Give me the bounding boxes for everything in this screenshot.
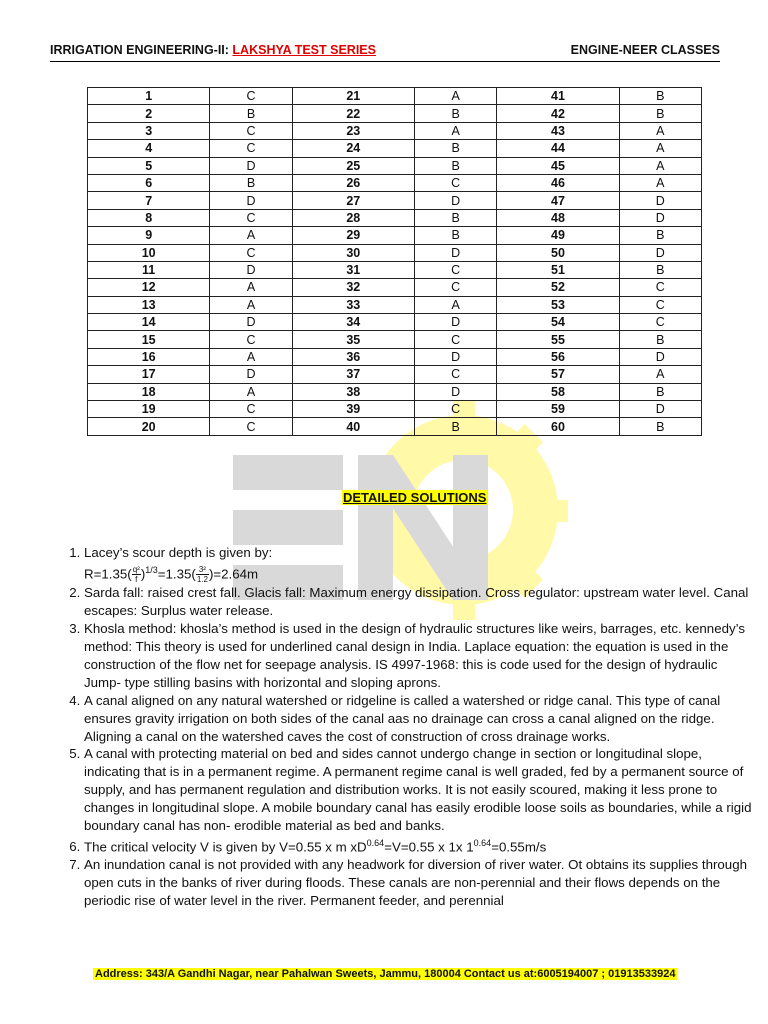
answer-cell: C: [414, 174, 496, 191]
answer-cell: A: [619, 122, 701, 139]
header-series: LAKSHYA TEST SERIES: [232, 43, 376, 57]
address-footer: Address: 343/A Gandhi Nagar, near Pahalwan Sweets, Jammu, 180004 Contact us at:6005194007 ; 01913533924: [95, 968, 676, 980]
header-left: [50, 43, 376, 57]
answer-cell: C: [619, 314, 701, 331]
answer-cell: B: [619, 88, 701, 105]
question-number-cell: 48: [497, 209, 619, 226]
question-number-cell: 4: [88, 140, 210, 157]
solutions-title: DETAILED SOLUTIONS: [343, 490, 487, 505]
table-row: [88, 174, 702, 191]
formula-eq: =1.35(: [157, 566, 196, 582]
question-number-cell: 29: [292, 227, 414, 244]
question-number-cell: 12: [88, 279, 210, 296]
formula-result: )=2.64m: [208, 566, 259, 582]
answer-cell: D: [210, 366, 292, 383]
question-number-cell: 34: [292, 314, 414, 331]
question-number-cell: 49: [497, 227, 619, 244]
answer-cell: B: [414, 227, 496, 244]
answer-cell: D: [210, 192, 292, 209]
question-number-cell: 60: [497, 418, 619, 435]
answer-cell: C: [210, 401, 292, 418]
question-number-cell: 25: [292, 157, 414, 174]
answer-cell: A: [210, 383, 292, 400]
table-row: [88, 261, 702, 278]
answer-cell: A: [210, 296, 292, 313]
answer-cell: B: [619, 105, 701, 122]
answer-cell: B: [619, 383, 701, 400]
question-number-cell: 59: [497, 401, 619, 418]
answer-cell: C: [210, 418, 292, 435]
answer-cell: A: [414, 296, 496, 313]
answer-cell: D: [619, 192, 701, 209]
answer-cell: D: [210, 314, 292, 331]
table-row: [88, 105, 702, 122]
question-number-cell: 37: [292, 366, 414, 383]
lacey-formula: [84, 562, 756, 584]
question-number-cell: 26: [292, 174, 414, 191]
answer-cell: C: [619, 296, 701, 313]
answer-cell: C: [414, 366, 496, 383]
s6-part-b: =V=0.55 x 1x 1: [384, 839, 474, 855]
question-number-cell: 23: [292, 122, 414, 139]
question-number-cell: 19: [88, 401, 210, 418]
question-number-cell: 43: [497, 122, 619, 139]
answer-cell: A: [414, 122, 496, 139]
solution-1-intro: Lacey’s scour depth is given by:: [84, 545, 273, 560]
question-number-cell: 17: [88, 366, 210, 383]
table-row: [88, 122, 702, 139]
answer-cell: C: [210, 122, 292, 139]
formula-exponent: 1/3: [145, 564, 158, 575]
question-number-cell: 27: [292, 192, 414, 209]
table-row: [88, 366, 702, 383]
table-row: [88, 244, 702, 261]
answer-cell: A: [210, 227, 292, 244]
question-number-cell: 44: [497, 140, 619, 157]
question-number-cell: 20: [88, 418, 210, 435]
question-number-cell: 54: [497, 314, 619, 331]
table-row: [88, 279, 702, 296]
question-number-cell: 56: [497, 348, 619, 365]
solution-2: 2. Sarda fall: raised crest fall. Glacis fall: Maximum energy dissipation. Cross regulator: upstream water level. Canal escapes: Surplus water release.: [84, 584, 756, 620]
question-number-cell: 16: [88, 348, 210, 365]
answer-cell: B: [414, 209, 496, 226]
question-number-cell: 50: [497, 244, 619, 261]
table-row: [88, 314, 702, 331]
question-number-cell: 57: [497, 366, 619, 383]
answer-cell: B: [619, 331, 701, 348]
answer-cell: B: [414, 105, 496, 122]
question-number-cell: 15: [88, 331, 210, 348]
question-number-cell: 21: [292, 88, 414, 105]
question-number-cell: 2: [88, 105, 210, 122]
solution-1: [84, 544, 756, 584]
answer-cell: C: [210, 140, 292, 157]
question-number-cell: 28: [292, 209, 414, 226]
answer-cell: A: [619, 157, 701, 174]
question-number-cell: 18: [88, 383, 210, 400]
answer-cell: D: [619, 209, 701, 226]
table-row: [88, 401, 702, 418]
table-row: [88, 88, 702, 105]
answer-cell: B: [619, 418, 701, 435]
question-number-cell: 40: [292, 418, 414, 435]
fraction-q2-f: [132, 565, 141, 584]
answer-cell: A: [210, 348, 292, 365]
answer-cell: B: [210, 174, 292, 191]
question-number-cell: 31: [292, 261, 414, 278]
question-number-cell: 55: [497, 331, 619, 348]
s6-exponent-2: 0.64: [473, 838, 492, 848]
question-number-cell: 32: [292, 279, 414, 296]
answer-cell: D: [414, 348, 496, 365]
table-row: [88, 383, 702, 400]
answer-cell: B: [210, 105, 292, 122]
table-row: [88, 209, 702, 226]
question-number-cell: 9: [88, 227, 210, 244]
question-number-cell: 10: [88, 244, 210, 261]
page-header: [50, 43, 720, 62]
header-brand: ENGINE-NEER CLASSES: [570, 43, 720, 57]
question-number-cell: 7: [88, 192, 210, 209]
answer-cell: C: [210, 331, 292, 348]
question-number-cell: 35: [292, 331, 414, 348]
question-number-cell: 39: [292, 401, 414, 418]
question-number-cell: 36: [292, 348, 414, 365]
question-number-cell: 1: [88, 88, 210, 105]
answer-cell: C: [210, 244, 292, 261]
table-row: [88, 140, 702, 157]
table-row: [88, 192, 702, 209]
answer-cell: B: [414, 418, 496, 435]
answer-cell: B: [619, 227, 701, 244]
answer-cell: C: [414, 261, 496, 278]
question-number-cell: 41: [497, 88, 619, 105]
fraction-denominator: 1.2: [196, 575, 208, 585]
formula-close: ): [140, 566, 146, 582]
answer-cell: A: [414, 88, 496, 105]
question-number-cell: 45: [497, 157, 619, 174]
table-row: [88, 348, 702, 365]
table-row: [88, 418, 702, 435]
answer-cell: D: [414, 314, 496, 331]
answer-cell: C: [210, 209, 292, 226]
question-number-cell: 11: [88, 261, 210, 278]
header-subject: IRRIGATION ENGINEERING-II:: [50, 43, 233, 57]
answer-cell: D: [619, 401, 701, 418]
answer-cell: A: [619, 366, 701, 383]
answer-cell: D: [619, 244, 701, 261]
question-number-cell: 24: [292, 140, 414, 157]
answer-cell: C: [414, 279, 496, 296]
formula-prefix: R=1.35(: [84, 566, 132, 582]
solutions-list: [60, 544, 756, 910]
question-number-cell: 6: [88, 174, 210, 191]
fraction-denominator: f: [135, 575, 138, 585]
answer-cell: D: [210, 157, 292, 174]
s6-exponent-1: 0.64: [366, 838, 385, 848]
question-number-cell: 58: [497, 383, 619, 400]
fraction-3sq-1p2: [196, 565, 209, 584]
solution-4: 4. A canal aligned on any natural watershed or ridgeline is called a watershed or ridge canal. This type of canal ensures gravity irrigation on both sides of the canal aas no drainage can cross a canal aligned on the ridge. Aligning a canal on the watershed caves the cost of construction of cross drainage works.: [84, 692, 756, 746]
question-number-cell: 22: [292, 105, 414, 122]
question-number-cell: 33: [292, 296, 414, 313]
table-row: [88, 227, 702, 244]
answer-cell: D: [619, 348, 701, 365]
question-number-cell: 8: [88, 209, 210, 226]
solution-5: 5. A canal with protecting material on bed and sides cannot undergo change in section or longitudinal slope, indicating that is in a permanent regime. A permanent regime canal is well graded, fed by a permanent source of supply, and has permanent regulation and distribution works. It is not easily scoured, making it less prone to changes in longitudinal slope. A mobile boundary canal has easily erodible loose soils as boundaries, while a rigid boundary canal has non- erodible material as bed and banks.: [84, 745, 756, 835]
answer-cell: C: [210, 88, 292, 105]
question-number-cell: 47: [497, 192, 619, 209]
answer-cell: A: [619, 140, 701, 157]
table-row: [88, 331, 702, 348]
answer-cell: D: [210, 261, 292, 278]
question-number-cell: 14: [88, 314, 210, 331]
answer-cell: A: [619, 174, 701, 191]
s6-part-a: The critical velocity V is given by V=0.55 x m xD: [84, 839, 367, 855]
question-number-cell: 38: [292, 383, 414, 400]
question-number-cell: 53: [497, 296, 619, 313]
question-number-cell: 51: [497, 261, 619, 278]
answer-cell: C: [414, 331, 496, 348]
fraction-numerator: 3²: [196, 565, 209, 575]
answer-cell: C: [619, 279, 701, 296]
answer-cell: C: [414, 401, 496, 418]
answer-cell: B: [414, 140, 496, 157]
question-number-cell: 5: [88, 157, 210, 174]
answer-cell: B: [619, 261, 701, 278]
question-number-cell: 13: [88, 296, 210, 313]
answer-cell: D: [414, 383, 496, 400]
table-row: [88, 296, 702, 313]
solution-7: 7. An inundation canal is not provided with any headwork for diversion of river water. Ot obtains its supplies through open cuts in the banks of river during floods. These canals are non-perennial and their flows depends on the periodic rise of water level in the river. Permanent feeder, and perennial: [84, 856, 756, 910]
answer-cell: D: [414, 244, 496, 261]
s6-part-c: =0.55m/s: [491, 839, 547, 855]
table-row: [88, 157, 702, 174]
question-number-cell: 52: [497, 279, 619, 296]
answer-cell: D: [414, 192, 496, 209]
answer-cell: B: [414, 157, 496, 174]
question-number-cell: 30: [292, 244, 414, 261]
solution-6: [84, 835, 756, 856]
solution-3: 3. Khosla method: khosla’s method is used in the design of hydraulic structures like weirs, barrages, etc. kennedy’s method: This theory is used for underlined canal design in India. Laplace equation: the equation is used in the construction of the flow net for seepage analysis. IS 4997-1968: this is code used for the design of hydraulic Jump- type stilling basins with horizontal and sloping aprons.: [84, 620, 756, 692]
fraction-numerator: q²: [132, 565, 140, 575]
answer-cell: A: [210, 279, 292, 296]
question-number-cell: 3: [88, 122, 210, 139]
answer-key-table: [87, 87, 702, 436]
question-number-cell: 42: [497, 105, 619, 122]
question-number-cell: 46: [497, 174, 619, 191]
